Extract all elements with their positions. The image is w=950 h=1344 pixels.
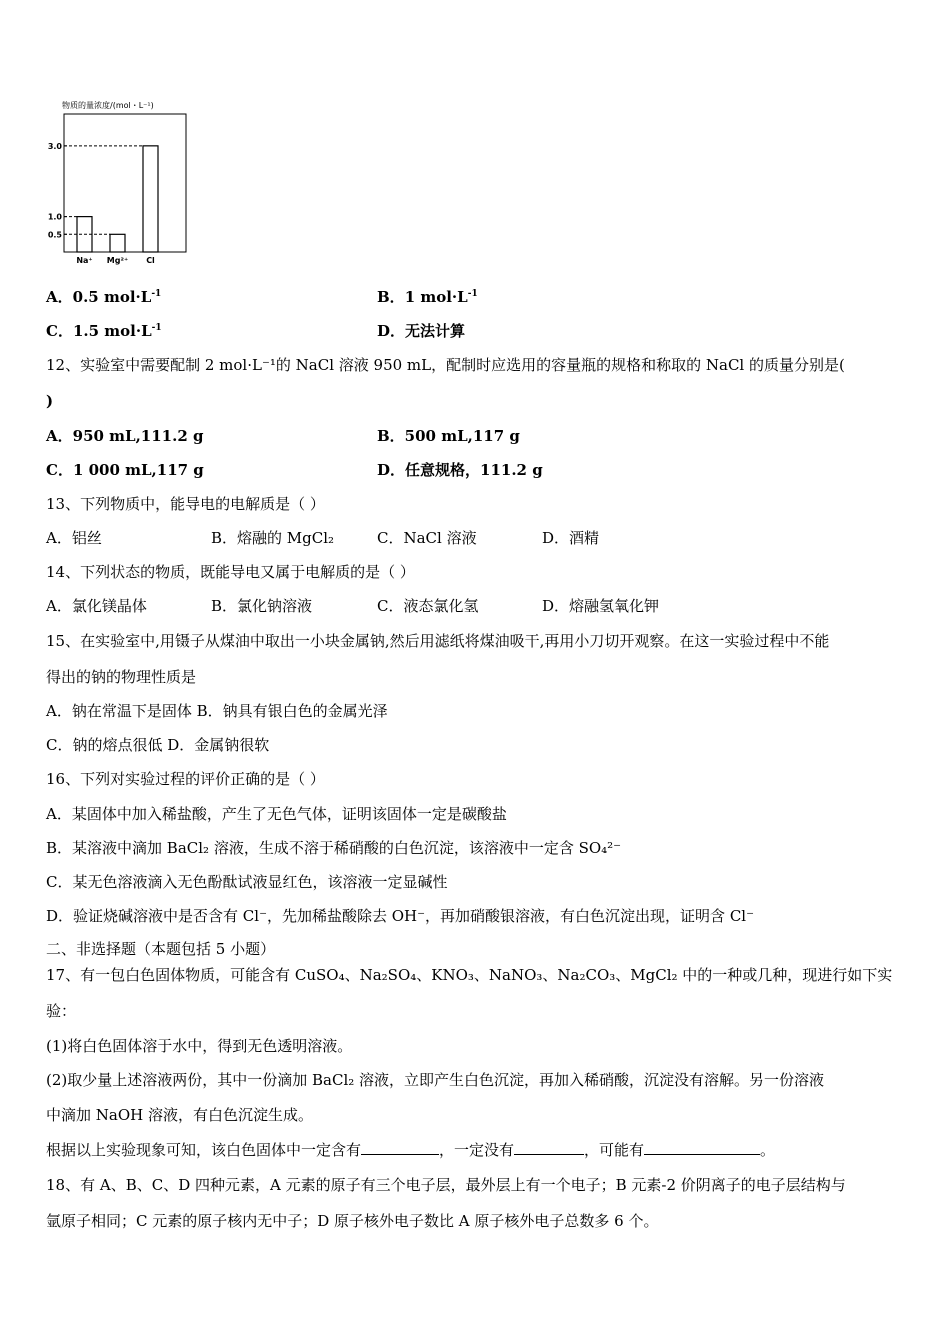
chart-category-label: Na⁺	[76, 256, 93, 265]
conclusion-text: 。	[760, 1141, 776, 1159]
option-letter: D．	[377, 322, 406, 340]
q13-stem: 13、下列物质中，能导电的电解质是（ ）	[46, 495, 325, 513]
answer-blank-may-contain[interactable]	[644, 1140, 760, 1155]
q15-stem-line2: 得出的钠的物理性质是	[46, 668, 197, 686]
q12-stem-line1: 12、实验室中需要配制 2 mol·L⁻¹的 NaCl 溶液 950 mL，配制时应选用的容量瓶的规格和称取的 NaCl 的质量分别是(	[46, 356, 845, 374]
q17-step2-line2: 中滴加 NaOH 溶液，有白色沉淀生成。	[46, 1106, 313, 1124]
option-sup: -1	[151, 289, 162, 299]
q14-option-d[interactable]: D．熔融氢氧化钾	[542, 597, 660, 615]
q12-option-d[interactable]: D．任意规格，111.2 g	[377, 461, 543, 479]
option-letter: A．	[46, 288, 73, 306]
q14-option-c[interactable]: C．液态氯化氢	[377, 597, 479, 615]
q14-stem: 14、下列状态的物质，既能导电又属于电解质的是（ ）	[46, 563, 415, 581]
q14-option-a[interactable]: A．氯化镁晶体	[46, 597, 147, 615]
answer-blank-must-contain[interactable]	[361, 1140, 439, 1155]
q16-option-b[interactable]: B．某溶液中滴加 BaCl₂ 溶液，生成不溶于稀硝酸的白色沉淀，该溶液中一定含 SO₄²⁻	[46, 839, 622, 857]
q12-option-b[interactable]: B．500 mL,117 g	[377, 427, 520, 445]
option-text: 1.5 mol·L	[72, 322, 152, 340]
option-letter: C．	[46, 322, 73, 340]
q15-options-row1[interactable]: A．钠在常温下是固体 B．钠具有银白色的金属光泽	[46, 702, 388, 720]
chart-ylabel: 物质的量浓度/(mol・L⁻¹)	[62, 101, 154, 110]
q13-option-c[interactable]: C．NaCl 溶液	[377, 529, 477, 547]
option-sup: -1	[151, 323, 162, 333]
option-text: 1 mol·L	[404, 288, 468, 306]
chart-tick-label: 3.0	[47, 141, 62, 151]
q15-stem-line1: 15、在实验室中,用镊子从煤油中取出一小块金属钠,然后用滤纸将煤油吸干,再用小刀切开观察。在这一实验过程中不能	[46, 632, 830, 650]
ion-concentration-chart	[40, 96, 200, 272]
section-heading: 二、非选择题（本题包括 5 小题）	[46, 940, 276, 958]
q17-stem-line1: 17、有一包白色固体物质，可能含有 CuSO₄、Na₂SO₄、KNO₃、NaNO₃、Na₂CO₃、MgCl₂ 中的一种或几种，现进行如下实	[46, 966, 893, 984]
option-text: 0.5 mol·L	[72, 288, 152, 306]
conclusion-text: 根据以上实验现象可知，该白色固体中一定含有	[46, 1141, 362, 1159]
q16-option-d[interactable]: D．验证烧碱溶液中是否含有 Cl⁻，先加稀盐酸除去 OH⁻，再加硝酸银溶液，有白色沉淀出现，证明含 Cl⁻	[46, 907, 755, 925]
q17-conclusion	[46, 1140, 910, 1160]
q18-stem-line1: 18、有 A、B、C、D 四种元素，A 元素的原子有三个电子层，最外层上有一个电子；B 元素-2 价阴离子的电子层结构与	[46, 1176, 846, 1194]
q17-stem-line2: 验：	[46, 1002, 77, 1020]
q12-option-c[interactable]: C．1 000 mL,117 g	[46, 461, 204, 479]
q17-step1: (1)将白色固体溶于水中，得到无色透明溶液。	[46, 1037, 353, 1055]
q13-option-b[interactable]: B．熔融的 MgCl₂	[211, 529, 335, 547]
q18-stem-line2: 氩原子相同；C 元素的原子核内无中子；D 原子核外电子数比 A 原子核外电子总数多 6 个。	[46, 1212, 659, 1230]
q16-stem: 16、下列对实验过程的评价正确的是（ ）	[46, 770, 325, 788]
q16-option-a[interactable]: A．某固体中加入稀盐酸，产生了无色气体，证明该固体一定是碳酸盐	[46, 805, 507, 823]
chart-category-label: Mg²⁺	[106, 256, 129, 265]
conclusion-text: ，可能有	[584, 1141, 645, 1159]
q11-option-a[interactable]	[46, 287, 161, 307]
q13-option-d[interactable]: D．酒精	[542, 529, 600, 547]
option-sup: -1	[467, 289, 478, 299]
q12-stem-line2: )	[46, 392, 54, 410]
q11-option-c[interactable]	[46, 321, 162, 341]
q12-option-a[interactable]: A．950 mL,111.2 g	[46, 427, 204, 445]
chart-tick-label: 1.0	[47, 212, 62, 222]
option-text: 无法计算	[405, 322, 466, 340]
conclusion-text: ，一定没有	[439, 1141, 515, 1159]
chart-bar	[143, 146, 158, 252]
q16-option-c[interactable]: C．某无色溶液滴入无色酚酞试液显红色，该溶液一定显碱性	[46, 873, 448, 891]
chart-category-label: Cl	[146, 256, 155, 265]
q15-options-row2[interactable]: C．钠的熔点很低 D．金属钠很软	[46, 736, 270, 754]
chart-bar	[110, 234, 125, 252]
chart-tick-label: 0.5	[47, 230, 62, 240]
q14-option-b[interactable]: B．氯化钠溶液	[211, 597, 313, 615]
option-letter: B．	[377, 288, 405, 306]
q11-option-d[interactable]	[377, 321, 465, 341]
q11-option-b[interactable]	[377, 287, 478, 307]
q13-option-a[interactable]: A．铝丝	[46, 529, 102, 547]
q17-step2-line1: (2)取少量上述溶液两份，其中一份滴加 BaCl₂ 溶液，立即产生白色沉淀，再加入稀硝酸，沉淀没有溶解。另一份溶液	[46, 1071, 825, 1089]
answer-blank-must-not[interactable]	[514, 1140, 584, 1155]
